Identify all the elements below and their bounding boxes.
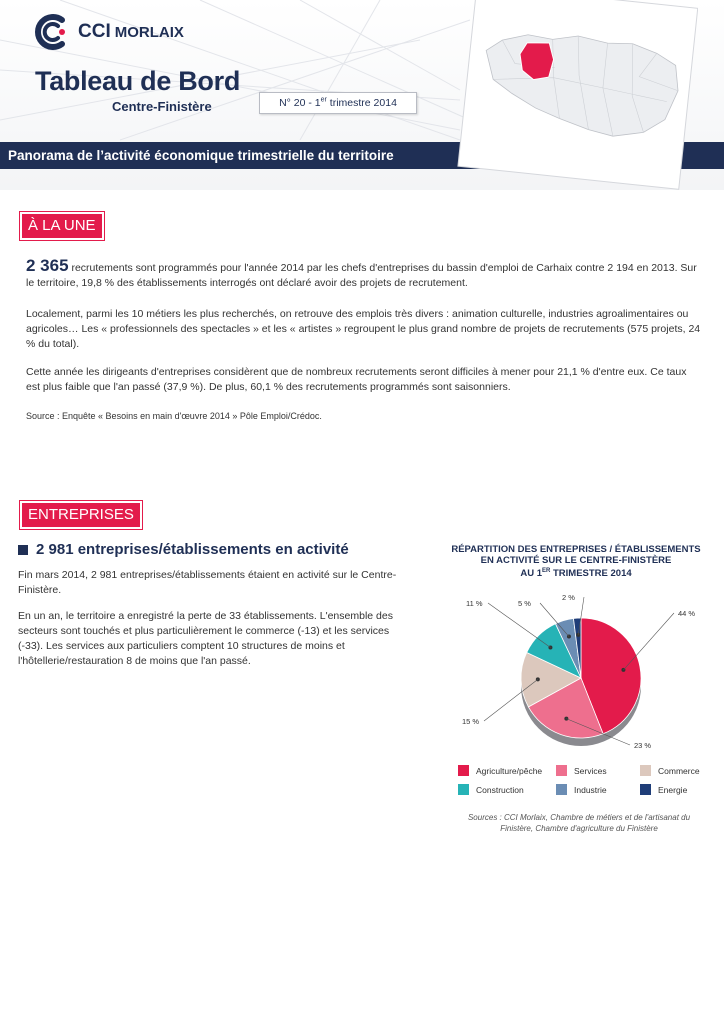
pie-data-label: 11 % [466,599,483,608]
section-tag-entreprises: ENTREPRISES [20,501,142,529]
logo-cci-text: CCI [78,21,111,42]
pie-leader-line [488,603,550,647]
pie-data-label: 44 % [678,609,696,618]
une-source: Source : Enquête « Besoins en main d'œuvre 2014 » Pôle Emploi/Crédoc. [26,411,322,421]
pie-chart [446,588,712,758]
pie-leader-line [623,613,674,670]
une-paragraph-1-text: recrutements sont programmés pour l'année 2014 par les chefs d'entreprises du bassin d'emploi de Carhaix contre 2 194 en 2013. Sur le territoire, 19,8 % des établissements interrogés ont déclaré avoir des projets de recrutement. [26,262,697,289]
chart-title-line-2: EN ACTIVITÉ SUR LE CENTRE-FINISTÈRE [480,555,672,566]
pie-leader-dot [564,717,568,721]
legend-label: Industrie [574,784,607,795]
chart-title [436,544,716,579]
legend-label: Commerce [658,765,700,776]
entreprises-heading-text: 2 981 entreprises/établissements en activité [36,541,349,558]
chart-source-line-1: Sources : CCI Morlaix, Chambre de métiers et de l'artisanat du [467,813,691,822]
une-paragraph-2: Localement, parmi les 10 métiers les plus recherchés, on retrouve des emplois très divers : animation culturelle, industries agroalimentaires ou agricoles… Les « professionnels des spectacles » et les « artistes » regroupent le plus grand nombre de projets de recrutements (575 projets, 24 % du total). [26,308,701,350]
logo-morlaix-text: MORLAIX [114,23,184,41]
cci-morlaix-logo [32,10,184,54]
pie-data-label: 5 % [518,599,531,608]
panorama-text: Panorama de l’activité économique trimestrielle du territoire [8,148,394,163]
legend-item [556,765,607,776]
legend-label: Agriculture/pêche [476,765,543,776]
legend-label: Services [574,765,607,776]
page-subtitle: Centre-Finistère [112,99,212,114]
legend-item [640,784,687,795]
chart-source [446,812,712,834]
legend-swatch [640,765,651,776]
legend-item [458,784,524,795]
issue-prefix: N° 20 - 1 [279,97,321,109]
entreprises-heading [18,541,349,558]
legend-swatch [556,784,567,795]
pie-data-label: 15 % [462,717,480,726]
brittany-map [452,0,698,190]
une-recruitment-count: 2 365 [26,256,69,275]
legend-swatch [458,765,469,776]
pie-data-label: 23 % [634,741,652,750]
issue-number-box [259,92,417,114]
chart-title-line-3-prefix: AU 1 [520,568,542,580]
issue-suffix: trimestre 2014 [326,97,397,109]
une-paragraph-1 [26,258,702,291]
legend-swatch [556,765,567,776]
pie-data-label: 2 % [562,593,575,602]
legend-item [556,784,607,795]
square-bullet-icon [18,545,28,555]
section-tag-a-la-une: À LA UNE [20,212,104,240]
une-paragraph-3: Cette année les dirigeants d'entreprises considèrent que de nombreux recrutements seront difficiles à mener pour 21,1 % d'entre eux. Ce taux est plus faible que l'an passé (37,9 %). De plus, 60,1 % des recrutements programmés sont saisonniers. [26,366,687,393]
page-title: Tableau de Bord [35,66,241,96]
legend-swatch [458,784,469,795]
entreprises-paragraph-1: Fin mars 2014, 2 981 entreprises/établissements étaient en activité sur le Centre-Finistère. [18,569,397,596]
chart-title-line-3-suffix: TRIMESTRE 2014 [550,568,632,580]
legend-label: Construction [476,784,524,795]
cci-logo-icon [32,12,72,52]
chart-title-line-3 [436,566,716,579]
chart-title-line-3-sup: ER [542,568,551,574]
legend-swatch [640,784,651,795]
legend-item [458,765,542,776]
chart-title-line-1: RÉPARTITION DES ENTREPRISES / ÉTABLISSEMENTS [451,544,701,555]
entreprises-paragraph-2: En un an, le territoire a enregistré la perte de 33 établissements. L'ensemble des secteurs sont touchés et plus particulièrement le commerce (-13) et les services (-33). Les services aux particuliers comptent 10 structures de moins et l'hôtellerie/restauration 8 de moins que l'an passé. [18,610,393,667]
pie-leader-dot [548,645,552,649]
legend-item [640,765,700,776]
legend-label: Energie [658,784,688,795]
header [0,0,724,190]
issue-sup: er [320,96,327,104]
chart-source-line-2: Finistère, Chambre d'agriculture du Finistère [500,824,658,833]
